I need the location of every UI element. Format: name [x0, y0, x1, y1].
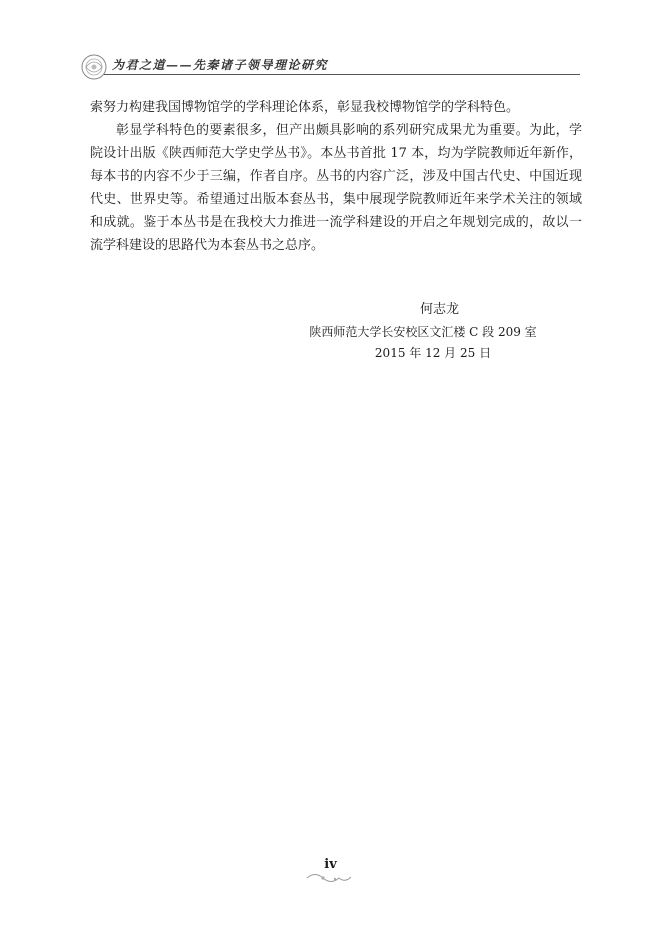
header-rule	[104, 74, 580, 75]
author-address: 陕西师范大学长安校区文汇楼 C 段 209 室	[309, 325, 537, 339]
running-header-title: 为君之道——先秦诸子领导理论研究	[112, 58, 329, 72]
page-number: iv	[324, 857, 337, 872]
body-text	[90, 96, 582, 257]
author-name: 何志龙	[419, 302, 459, 317]
signature-date: 2015 年 12 月 25 日	[374, 346, 492, 360]
header-ornament-icon	[80, 53, 108, 81]
paragraph: 彰显学科特色的要素很多，但产出颇具影响的系列研究成果尤为重要。为此，学院设计出版《陕西师范大学史学丛书》。本丛书首批 17 本，均为学院教师近年新作，每本书的内容不少于三编，作者自序。丛书的内容广泛，涉及中国古代史、中国近现代史、世界史等。希望通过出版本套丛书，集中展现学院教师近年来学术关注的领域和成就。鉴于本丛书是在我校大力推进一流学科建设的开启之年规划完成的，故以一流学科建设的思路代为本套丛书之总序。	[90, 123, 582, 253]
paragraph-continuation: 索努力构建我国博物馆学的学科理论体系，彰显我校博物馆学的学科特色。	[90, 100, 520, 115]
footer-ornament-icon	[305, 871, 353, 885]
